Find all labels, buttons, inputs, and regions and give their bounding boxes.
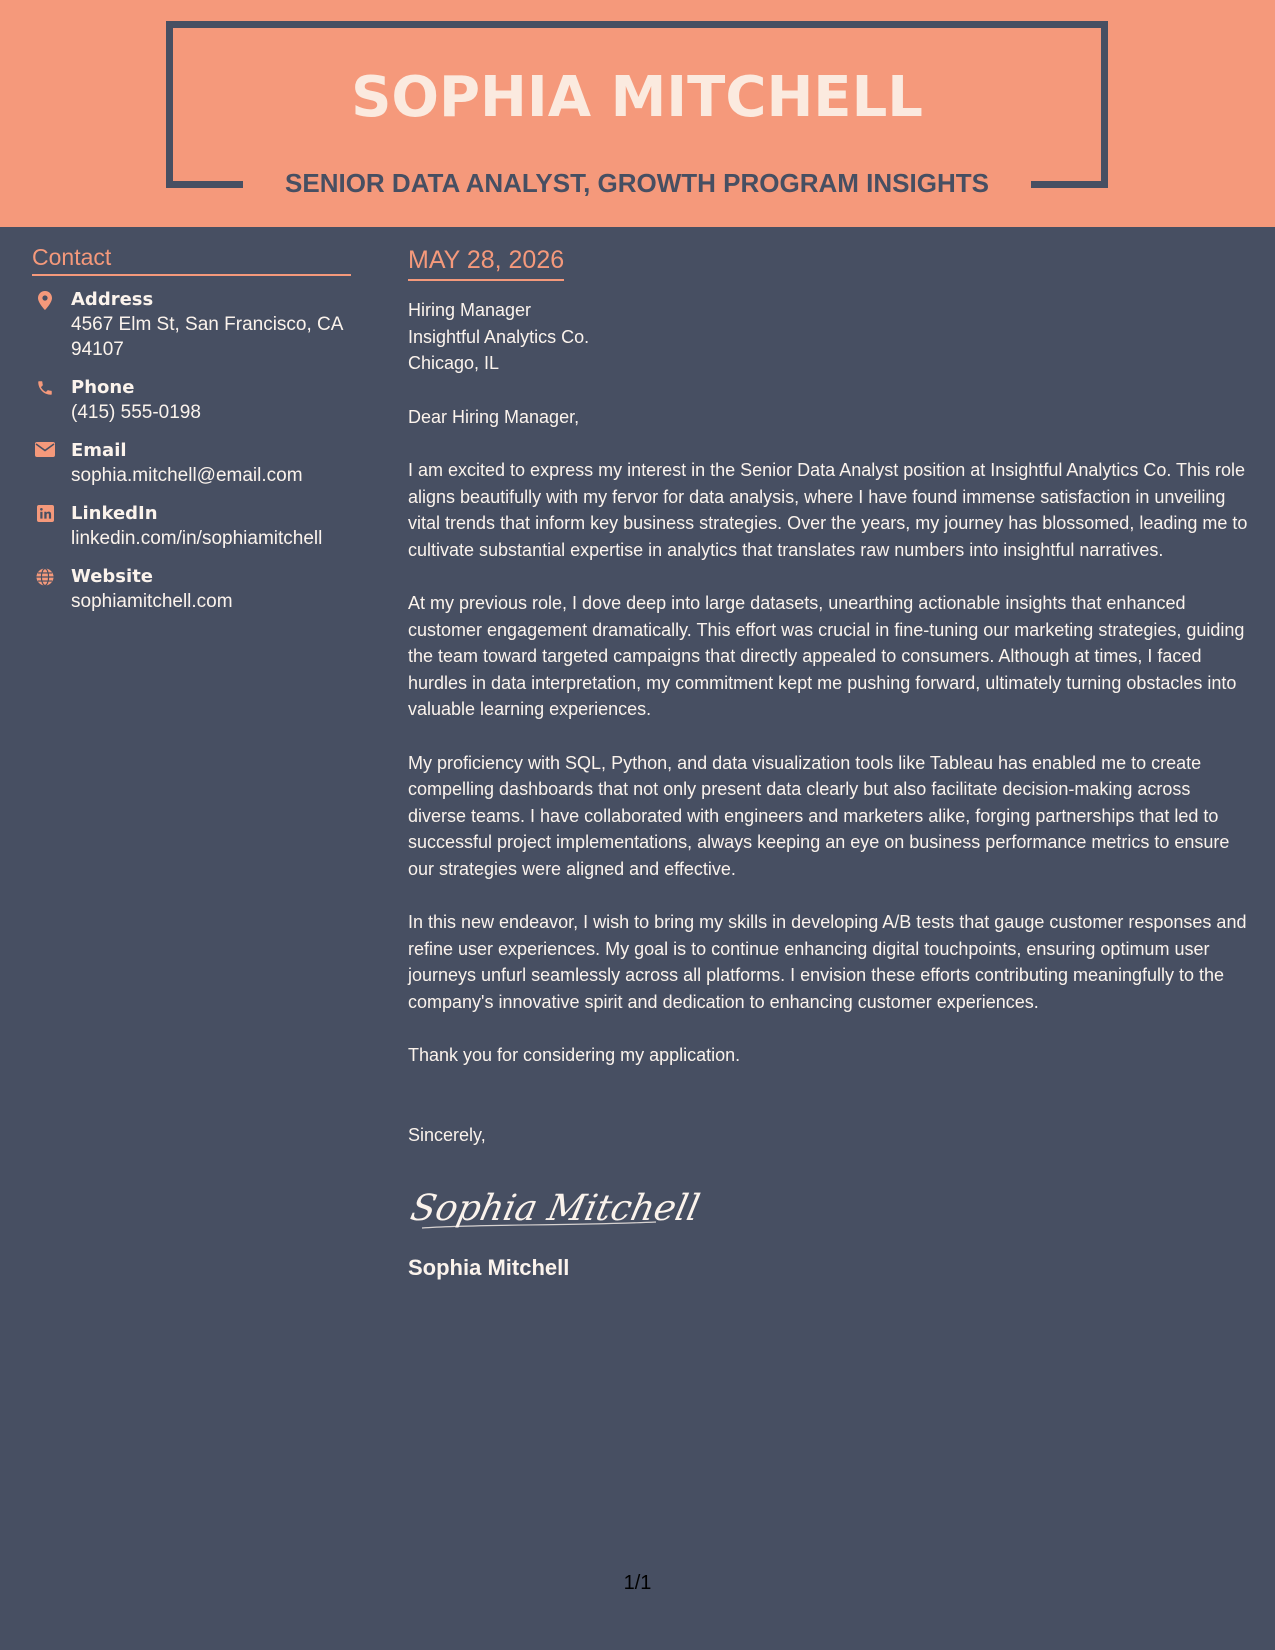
letter-paragraph: My proficiency with SQL, Python, and data visualization tools like Tableau has enabled me to create compelling dashboards that not only present data clearly but also facilitate decision-making across diverse teams. I have collaborated with engineers and marketers alike, forging partnerships that led to successful project implementations, always keeping an eye on business performance metrics to ensure our strategies were aligned and effective. bbox=[408, 752, 1230, 879]
contact-value: sophia.mitchell@email.com bbox=[71, 465, 303, 486]
salutation: Dear Hiring Manager, bbox=[408, 406, 580, 427]
letter-paragraph: I am excited to express my interest in the Senior Data Analyst position at Insightful Analytics Co. This role aligns beautifully with my fervor for data analysis, where I have found immense satisfaction in unveiling vital trends that inform key business strategies. Over the years, my journey has blossomed, leading me to cultivate substantial expertise in analytics that translates raw numbers into insightful narratives. bbox=[408, 460, 1248, 560]
applicant-name: SOPHIA MITCHELL bbox=[351, 65, 923, 130]
phone-icon bbox=[32, 379, 58, 402]
page-number: 1/1 bbox=[623, 1572, 652, 1594]
recipient-block bbox=[408, 297, 1253, 377]
recipient-line: Hiring Manager bbox=[408, 300, 532, 320]
recipient-line: Chicago, IL bbox=[408, 353, 500, 373]
contact-label: Address bbox=[71, 289, 154, 310]
header-frame-corner-left bbox=[166, 181, 243, 188]
contact-value: (415) 555-0198 bbox=[71, 402, 201, 423]
contact-value: 4567 Elm St, San Francisco, CA 94107 bbox=[71, 314, 343, 360]
header-frame-corner-right bbox=[1031, 181, 1108, 188]
contact-value: sophiamitchell.com bbox=[71, 591, 233, 612]
header-banner bbox=[0, 0, 1275, 227]
map-pin-icon bbox=[32, 291, 58, 315]
envelope-icon bbox=[32, 442, 58, 462]
contact-label: Phone bbox=[71, 377, 135, 398]
contact-value: linkedin.com/in/sophiamitchell bbox=[71, 528, 323, 549]
signer-name: Sophia Mitchell bbox=[408, 1255, 570, 1280]
linkedin-icon bbox=[32, 505, 58, 527]
job-title: SENIOR DATA ANALYST, GROWTH PROGRAM INSIGHTS bbox=[285, 168, 989, 198]
letter-body bbox=[408, 243, 1253, 1282]
thank-you-line: Thank you for considering my application. bbox=[408, 1045, 741, 1065]
contact-heading: Contact bbox=[32, 243, 351, 276]
letter-paragraph: In this new endeavor, I wish to bring my skills in developing A/B tests that gauge customer responses and refine user experiences. My goal is to continue enhancing digital touchpoints, ensuring optimum user journeys unfurl seamlessly across all platforms. I envision these efforts contributing meaningfully to the company's innovative spirit and dedication to enhancing customer experiences. bbox=[408, 912, 1247, 1012]
contact-label: Website bbox=[71, 566, 154, 587]
handwritten-signature bbox=[407, 1168, 1253, 1248]
contact-label: LinkedIn bbox=[71, 503, 158, 524]
contact-sidebar bbox=[32, 243, 351, 612]
svg-text:Sophia Mitchell: Sophia Mitchell bbox=[407, 1186, 704, 1229]
contact-label: Email bbox=[71, 440, 127, 461]
letter-date: MAY 28, 2026 bbox=[408, 243, 564, 281]
globe-icon bbox=[32, 568, 58, 591]
letter-paragraph: At my previous role, I dove deep into large datasets, unearthing actionable insights that enhanced customer engagement dramatically. This effort was crucial in fine-tuning our marketing strategies, guiding the team toward targeted campaigns that directly appealed to consumers. Although at times, I faced hurdles in data interpretation, my commitment kept me pushing forward, ultimately turning obstacles into valuable learning experiences. bbox=[408, 593, 1245, 719]
recipient-line: Insightful Analytics Co. bbox=[408, 326, 590, 347]
closing: Sincerely, bbox=[408, 1124, 486, 1145]
